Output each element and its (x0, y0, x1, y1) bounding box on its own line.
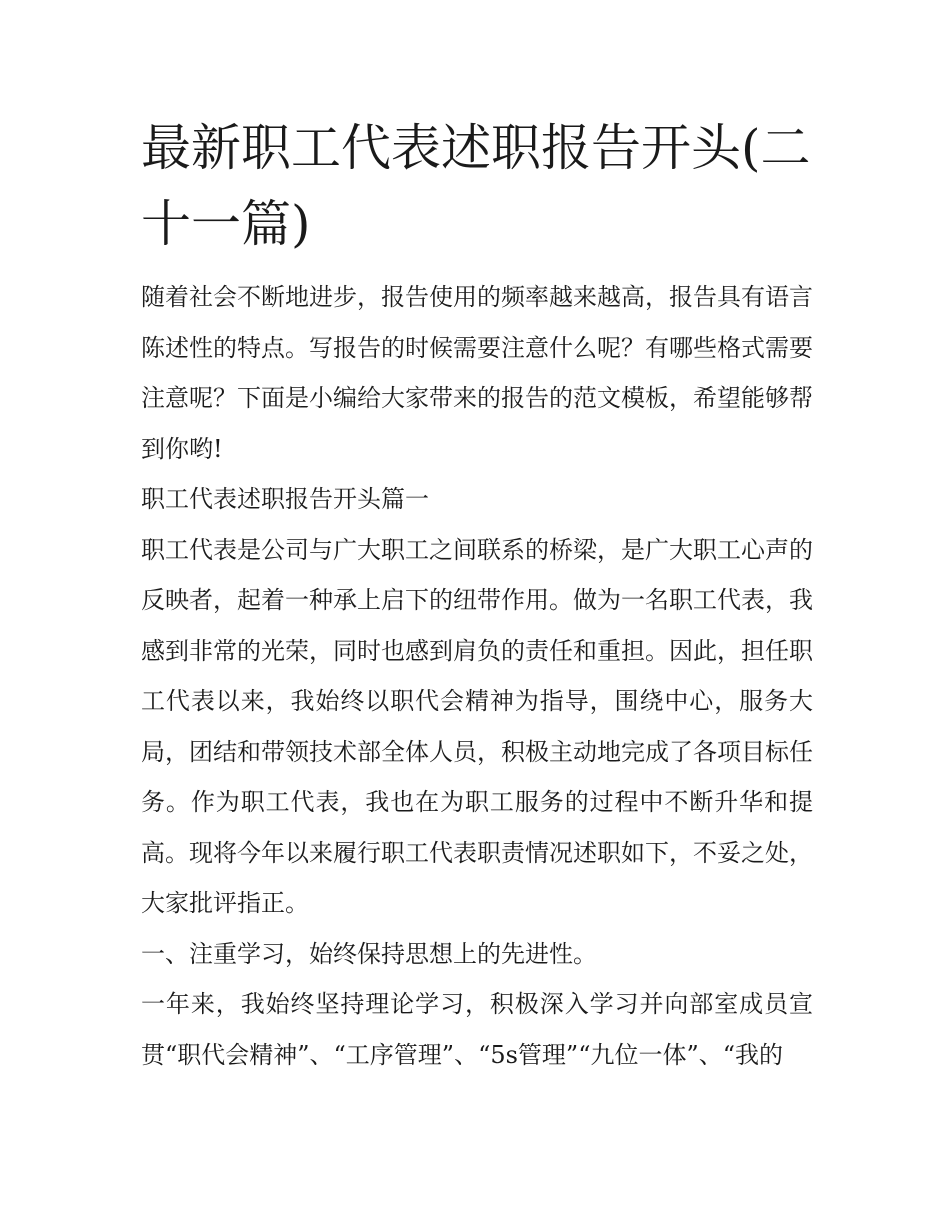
document-title: 最新职工代表述职报告开头(二十一篇) (141, 119, 811, 253)
intro-paragraph: 随着社会不断地进步，报告使用的频率越来越高，报告具有语言陈述性的特点。写报告的时候需要注意什么呢？有哪些格式需要注意呢？下面是小编给大家带来的报告的范文模板，希望能够帮到你哟! (141, 283, 813, 463)
section-heading: 职工代表述职报告开头篇一 (141, 485, 429, 513)
subsection-heading: 一、注重学习，始终保持思想上的先进性。 (141, 939, 597, 968)
body-paragraph: 职工代表是公司与广大职工之间联系的桥梁，是广大职工心声的反映者，起着一种承上启下的纽带作用。做为一名职工代表，我感到非常的光荣，同时也感到肩负的责任和重担。因此，担任职工代表以来，我始终以职代会精神为指导，围绕中心，服务大局，团结和带领技术部全体人员，积极主动地完成了各项目标任务。作为职工代表，我也在为职工服务的过程中不断升华和提高。现将今年以来履行职工代表职责情况述职如下，不妥之处，大家批评指正。 (141, 535, 813, 917)
document-body (141, 110, 813, 1080)
body-paragraph-truncated: 一年来，我始终坚持理论学习，积极深入学习并向部室成员宣贯“职代会精神”、“工序管理”、“5s管理”“九位一体”、“我的 (141, 990, 813, 1069)
